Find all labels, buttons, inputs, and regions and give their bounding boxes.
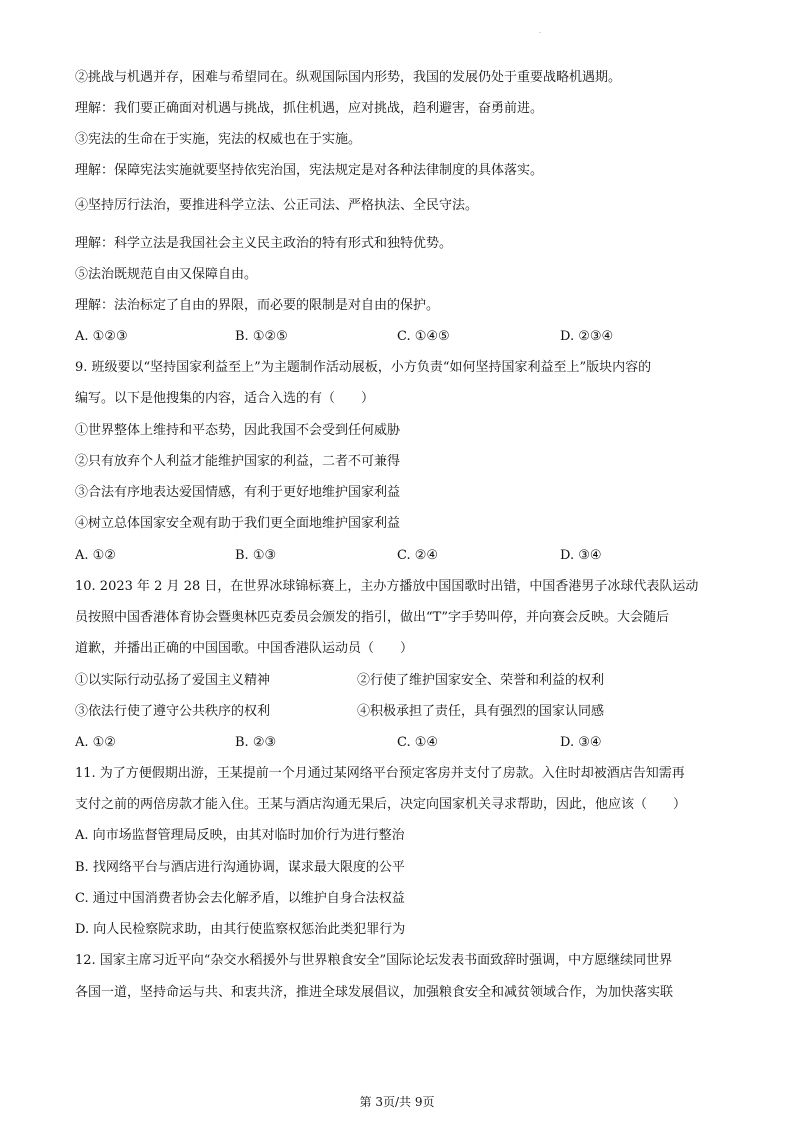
q9-options bbox=[75, 548, 725, 564]
text-line: ④坚持厉行法治，要推进科学立法、公正司法、严格执法、全民守法。 bbox=[75, 198, 479, 213]
option-d[interactable]: D. ②③④ bbox=[560, 329, 614, 344]
q9-stem: 编写。以下是他搜集的内容，适合入选的有（ ） bbox=[75, 391, 375, 406]
q9-stem: 9. 班级要以“坚持国家利益至上”为主题制作活动展板，小方负责“如何坚持国家利益至上”版块内容的 bbox=[75, 360, 652, 375]
q10-stem: 道歉，并播出正确的中国国歌。中国香港队运动员（ ） bbox=[75, 641, 414, 656]
option-b[interactable]: B. ①③ bbox=[235, 548, 277, 563]
q9-item: ③合法有序地表达爱国情感，有利于更好地维护国家利益 bbox=[75, 485, 401, 500]
option-c[interactable]: C. 通过中国消费者协会去化解矛盾，以维护自身合法权益 bbox=[75, 891, 405, 906]
q10-item: ④积极承担了责任，具有强烈的国家认同感 bbox=[357, 704, 605, 719]
text-line: 理解：法治标定了自由的界限，而必要的限制是对自由的保护。 bbox=[75, 298, 440, 313]
q10-items-row bbox=[75, 673, 725, 689]
q12-stem: 12. 国家主席习近平向“杂交水稻援外与世界粮食安全”国际论坛发表书面致辞时强调，中方愿继续同世界 bbox=[75, 953, 673, 968]
q8-options bbox=[75, 329, 725, 345]
q10-stem: 10. 2023 年 2 月 28 日，在世界冰球锦标赛上，主办方播放中国国歌时出错，中国香港男子冰球代表队运动 bbox=[75, 579, 699, 594]
q10-options bbox=[75, 735, 725, 751]
text-line: ②挑战与机遇并存，困难与希望同在。纵观国际国内形势，我国的发展仍处于重要战略机遇期。 bbox=[75, 70, 622, 85]
option-b[interactable]: B. ①②⑤ bbox=[235, 329, 288, 344]
option-c[interactable]: C. ①④⑤ bbox=[397, 329, 450, 344]
text-line: ⑤法治既规范自由又保障自由。 bbox=[75, 267, 258, 282]
option-a[interactable]: A. 向市场监督管理局反映，由其对临时加价行为进行整治 bbox=[75, 828, 405, 843]
page-footer: 第 3页/共 9页 bbox=[359, 1095, 435, 1109]
option-c[interactable]: C. ②④ bbox=[397, 548, 439, 563]
option-d[interactable]: D. ③④ bbox=[560, 548, 602, 563]
option-b[interactable]: B. ②③ bbox=[235, 735, 277, 750]
option-a[interactable]: A. ①② bbox=[75, 735, 116, 750]
q11-stem: 11. 为了方便假期出游，王某提前一个月通过某网络平台预定客房并支付了房款。入住时却被酒店告知需再 bbox=[75, 766, 685, 781]
header-mark: · bbox=[539, 30, 541, 37]
text-line: 理解：科学立法是我国社会主义民主政治的特有形式和独特优势。 bbox=[75, 236, 453, 251]
q10-items-row bbox=[75, 704, 725, 720]
q10-item: ①以实际行动弘扬了爱国主义精神 bbox=[75, 673, 271, 688]
q10-stem: 员按照中国香港体育协会暨奥林匹克委员会颁发的指引，做出“T”字手势叫停，并向赛会反映。大会随后 bbox=[75, 610, 669, 625]
text-line: 理解：保障宪法实施就要坚持依宪治国，宪法规定是对各种法律制度的具体落实。 bbox=[75, 163, 544, 178]
text-line: ③宪法的生命在于实施，宪法的权威也在于实施。 bbox=[75, 132, 362, 147]
text-line: 理解：我们要正确面对机遇与挑战，抓住机遇，应对挑战，趋利避害，奋勇前进。 bbox=[75, 101, 544, 116]
option-d[interactable]: D. 向人民检察院求助，由其行使监察权惩治此类犯罪行为 bbox=[75, 922, 406, 937]
q11-stem: 支付之前的两倍房款才能入住。王某与酒店沟通无果后，决定向国家机关寻求帮助，因此，他应该（ ） bbox=[75, 797, 687, 812]
q10-item: ②行使了维护国家安全、荣誉和利益的权利 bbox=[357, 673, 605, 688]
q10-item: ③依法行使了遵守公共秩序的权利 bbox=[75, 704, 271, 719]
q9-item: ①世界整体上维持和平态势，因此我国不会受到任何威胁 bbox=[75, 423, 401, 438]
option-d[interactable]: D. ③④ bbox=[560, 735, 602, 750]
option-a[interactable]: A. ①② bbox=[75, 548, 116, 563]
q9-item: ④树立总体国家安全观有助于我们更全面地维护国家利益 bbox=[75, 516, 401, 531]
option-a[interactable]: A. ①②③ bbox=[75, 329, 128, 344]
option-b[interactable]: B. 找网络平台与酒店进行沟通协调，谋求最大限度的公平 bbox=[75, 860, 405, 875]
q12-stem: 各国一道，坚持命运与共、和衷共济，推进全球发展倡议，加强粮食安全和减贫领域合作，为加快落实联 bbox=[75, 985, 674, 1000]
option-c[interactable]: C. ①④ bbox=[397, 735, 439, 750]
q9-item: ②只有放弃个人利益才能维护国家的利益，二者不可兼得 bbox=[75, 454, 401, 469]
